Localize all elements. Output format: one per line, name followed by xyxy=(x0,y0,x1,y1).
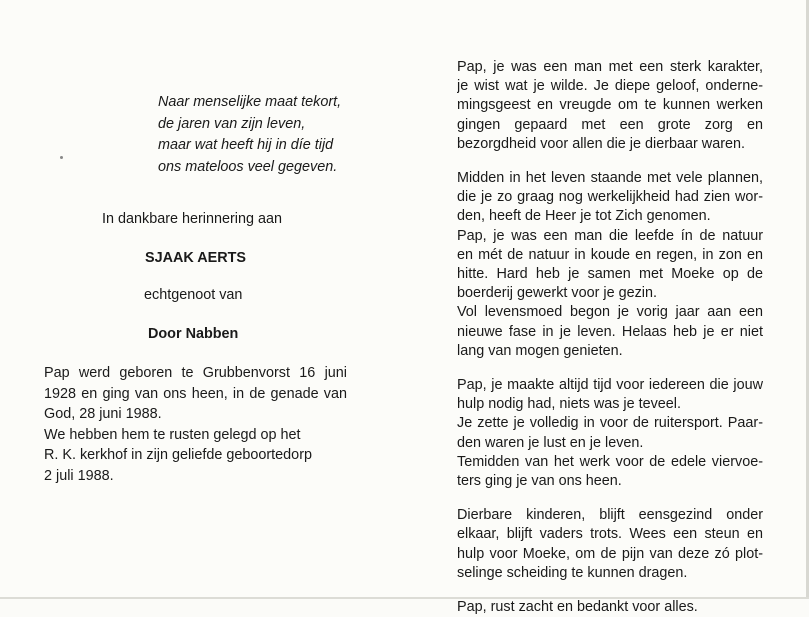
tribute-line: den, heeft de Heer je tot Zich genomen. xyxy=(457,208,711,225)
tribute-line: je wist wat je wilde. Je diepe geloof, onderne- xyxy=(457,78,763,95)
bio-line: 2 juli 1988. xyxy=(44,467,114,484)
tribute-line: Dierbare kinderen, blijft eensgezind onder xyxy=(457,507,763,524)
tribute-line: selinge scheiding te kunnen dragen. xyxy=(457,564,688,581)
poem-line: Naar menselijke maat tekort, xyxy=(158,94,342,110)
tribute-line: mingsgeest en vreugde om te kunnen werken xyxy=(457,97,763,114)
poem-line: maar wat heeft hij in díe tijd xyxy=(158,137,334,153)
bio-line: Pap werd geboren te Grubbenvorst 16 juni xyxy=(44,365,347,381)
tribute-closing: Pap, rust zacht en bedankt voor alles. xyxy=(457,599,698,616)
tribute-line: Temidden van het werk voor de edele viervoe- xyxy=(457,453,763,470)
poem xyxy=(158,92,341,178)
bio-line: God, 28 juni 1988. xyxy=(44,406,162,422)
dedication: In dankbare herinnering aan xyxy=(102,211,283,227)
tribute-line: lang van mogen genieten. xyxy=(457,342,623,359)
tribute-line: Pap, je was een man met een sterk karakter, xyxy=(457,59,763,75)
tribute-line: Pap, je maakte altijd tijd voor iedereen die jouw xyxy=(457,377,763,394)
tribute-line: bezorgdheid voor allen die je dierbaar waren. xyxy=(457,135,745,152)
tribute-line: Pap, je was een man die leefde ín de natuur xyxy=(457,227,763,244)
spouse-label: echtgenoot van xyxy=(144,287,243,303)
print-speck xyxy=(60,156,63,159)
tribute-line: ters ging je van ons heen. xyxy=(457,473,622,490)
tribute-line: Vol levensmoed begon je vorig jaar aan een xyxy=(457,304,763,321)
tribute-line: hulp nodig had, niets was je teveel. xyxy=(457,396,682,413)
tribute-line: den waren je lust en je leven. xyxy=(457,434,644,451)
tribute-line: en mét de natuur in koude en regen, in zon en xyxy=(457,246,763,263)
poem-line: de jaren van zijn leven, xyxy=(158,115,306,132)
deceased-name: SJAAK AERTS xyxy=(145,250,247,266)
spouse-name: Door Nabben xyxy=(148,326,239,342)
bio-line: R. K. kerkhof in zijn geliefde geboortedorp xyxy=(44,447,312,463)
tribute-text xyxy=(457,58,763,617)
poem-line: ons mateloos veel gegeven. xyxy=(158,158,338,175)
bio-line: 1928 en ging van ons heen, in de genade van xyxy=(44,385,347,402)
tribute-line: gingen gepaard met een grote zorg en xyxy=(457,116,763,133)
biography xyxy=(44,363,347,486)
tribute-line: Je zette je volledig in voor de ruitersport. Paar- xyxy=(457,415,763,432)
tribute-line: hulp voor Moeke, om de pijn van deze zó plot- xyxy=(457,545,763,562)
tribute-line: hitte. Hard heb je samen met Moeke op de xyxy=(457,266,763,283)
tribute-line: boerderij gewerkt voor je gezin. xyxy=(457,285,657,302)
tribute-line: Midden in het leven staande met vele plannen, xyxy=(457,170,763,187)
tribute-line: die je zo graag nog werkelijkheid had zien wor- xyxy=(457,189,763,206)
bio-line: We hebben hem te rusten gelegd op het xyxy=(44,426,301,443)
tribute-line: elkaar, blijft vaders trots. Wees een steun en xyxy=(457,526,763,543)
tribute-line: nieuwe fase in je leven. Helaas heb je er niet xyxy=(457,323,763,340)
